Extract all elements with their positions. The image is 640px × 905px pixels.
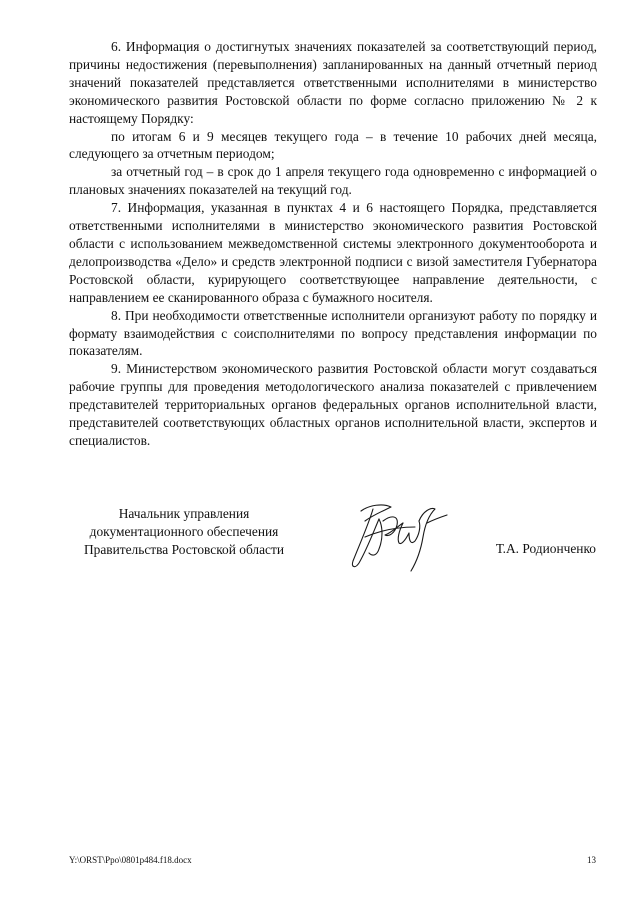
paragraph-9: 9. Министерством экономического развития Ростовской области могут создаваться рабочие группы для проведения методологического анализа показателей с привлечением представителей территориальных органов федеральных органов исполнительной власти, представителей соответствующих областных органов исполнительной власти, экспертов и специалистов.	[69, 361, 597, 448]
signatory-title-line: документационного обеспечения	[89, 524, 279, 540]
signatory-title-line: Правительства Ростовской области	[83, 542, 285, 558]
document-body	[69, 38, 597, 450]
signatory-title	[68, 505, 300, 560]
signature-stroke	[352, 509, 379, 567]
signature-stroke	[383, 517, 403, 536]
paragraph-6: 6. Информация о достигнутых значениях показателей за соответствующий период, причины недостижения (перевыполнения) запланированных на данный отчетный период значений показателей представляется ответственными исполнителями в министерство экономического развития Ростовской области по форме согласно приложению № 2 к настоящему Порядку:	[69, 39, 597, 126]
paragraph-6-item-1: по итогам 6 и 9 месяцев текущего года – в течение 10 рабочих дней месяца, следующего за отчетным периодом;	[69, 128, 597, 162]
paragraph-7: 7. Информация, указанная в пунктах 4 и 6 настоящего Порядка, представляется ответственными исполнителями в министерство экономического развития Ростовской области с использованием межведомственной системы электронного документооборота и делопроизводства «Дело» и средств электронной подписи с визой заместителя Губернатора Ростовской области, курирующего соответствующее направление деятельности, с направлением ее сканированного образа с бумажного носителя.	[69, 200, 597, 305]
signature-stroke	[411, 509, 435, 572]
paragraph-8: 8. При необходимости ответственные исполнители организуют работу по порядку и формату взаимодействия с соисполнителями по вопросу представления информации по показателям.	[69, 307, 597, 359]
page-number: 13	[587, 855, 596, 865]
signatory-name: Т.А. Родионченко	[495, 541, 596, 556]
footer-file-path: Y:\ORST\Ppo\0801p484.f18.docx	[69, 855, 192, 865]
signatory-title-line: Начальник управления	[118, 506, 250, 521]
paragraph-6-item-2: за отчетный год – в срок до 1 апреля текущего года одновременно с информацией о плановых значениях показателей на текущий год.	[69, 164, 597, 198]
handwritten-signature	[339, 497, 451, 577]
